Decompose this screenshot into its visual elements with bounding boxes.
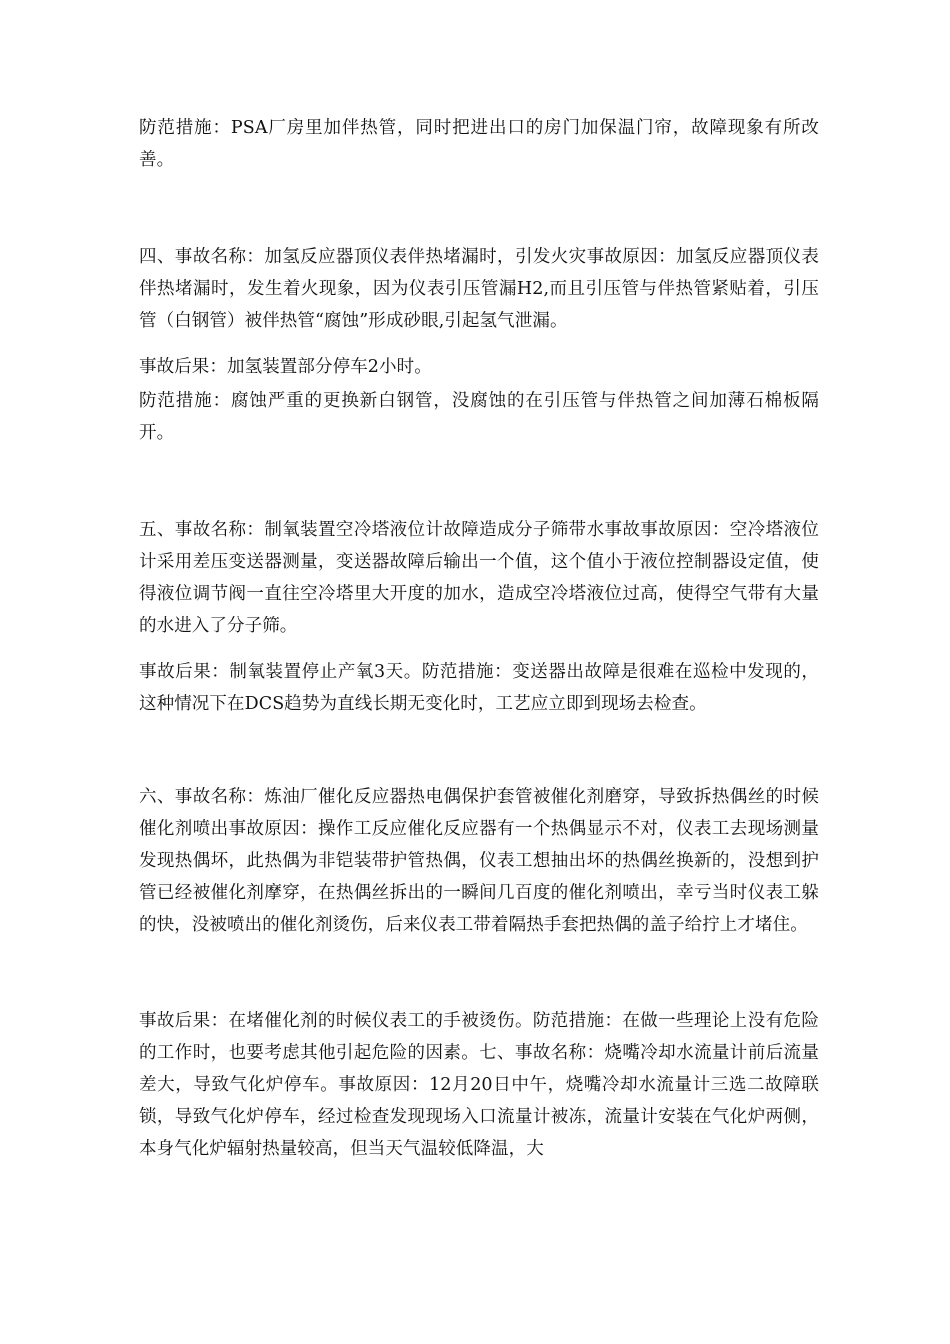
paragraph-accident-4-consequence: 事故后果：加氢装置部分停车2小时。 (139, 357, 432, 377)
paragraph-psa-prevention: 防范措施：PSA厂房里加伴热管，同时把进出口的房门加保温门帘，故障现象有所改善。 (139, 118, 819, 170)
paragraph-accident-6-7: 事故后果：在堵催化剂的时候仪表工的手被烫伤。防范措施：在做一些理论上没有危险的工作时，也要考虑其他引起危险的因素。七、事故名称：烧嘴冷却水流量计前后流量差大，导致气化炉停车。事故原因：12月20日中午，烧嘴冷却水流量计三选二故障联锁，导致气化炉停车，经过检查发现现场入口流量计被冻，流量计安装在气化炉两侧，本身气化炉辐射热量较高，但当天气温较低降温，大 (139, 1011, 819, 1159)
paragraph-accident-6-name-cause: 六、事故名称：炼油厂催化反应器热电偶保护套管被催化剂磨穿，导致拆热偶丝的时候催化剂喷出事故原因：操作工反应催化反应器有一个热偶显示不对，仪表工去现场测量发现热偶坏，此热偶为非铠装带护管热偶，仪表工想抽出坏的热偶丝换新的，没想到护管已经被催化剂摩穿，在热偶丝拆出的一瞬间几百度的催化剂喷出，幸亏当时仪表工躲的快，没被喷出的催化剂烫伤，后来仪表工带着隔热手套把热偶的盖子给拧上才堵住。 (139, 787, 819, 935)
paragraph-accident-5-name-cause: 五、事故名称：制氧装置空冷塔液位计故障造成分子筛带水事故事故原因：空冷塔液位计采用差压变送器测量，变送器故障后输出一个值，这个值小于液位控制器设定值，使得液位调节阀一直往空冷塔里大开度的加水，造成空冷塔液位过高，使得空气带有大量的水进入了分子筛。 (139, 520, 819, 636)
paragraph-accident-4-prevention: 防范措施：腐蚀严重的更换新白钢管，没腐蚀的在引压管与伴热管之间加薄石棉板隔开。 (139, 391, 819, 443)
paragraph-accident-5-consequence-prevention: 事故后果：制氧装置停止产氧3天。防范措施：变送器出故障是很难在巡检中发现的，这种情况下在DCS趋势为直线长期无变化时，工艺应立即到现场去检查。 (139, 662, 819, 714)
paragraph-accident-4-name-cause: 四、事故名称：加氢反应器顶仪表伴热堵漏时，引发火灾事故原因：加氢反应器顶仪表伴热堵漏时，发生着火现象，因为仪表引压管漏H2,而且引压管与伴热管紧贴着，引压管（白钢管）被伴热管“腐蚀”形成砂眼,引起氢气泄漏。 (139, 247, 819, 331)
